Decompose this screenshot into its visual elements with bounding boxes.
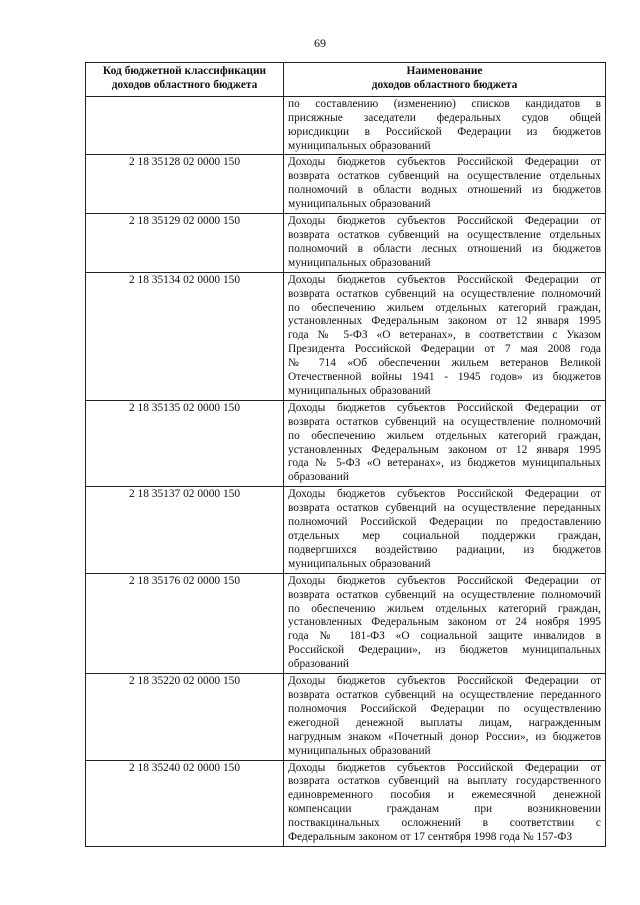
revenue-name-line: возврата остатков субвенций на осуществление переданного (288, 688, 601, 701)
revenue-name-line: возврата остатков субвенций на осуществление отдельных (288, 170, 601, 183)
table-row (86, 272, 606, 400)
revenue-name-line: Доходы бюджетов субъектов Российской Федерации от (288, 574, 601, 587)
header-code-column (86, 63, 284, 97)
budget-code-cell: 2 18 35220 02 0000 150 (86, 674, 284, 760)
table-row (86, 573, 606, 673)
revenue-name-line: подвергшихся воздействию радиации, из бюджетов (288, 543, 601, 556)
revenue-name-line: Российской Федерации», из бюджетов муниципальных (288, 644, 601, 657)
revenue-name-cell (284, 96, 606, 155)
header-code-line: Код бюджетной классификации (102, 65, 267, 77)
revenue-name-cell (284, 155, 606, 214)
revenue-name-line: возврата остатков субвенций на осуществление полномочий (288, 287, 601, 300)
budget-code-cell: 2 18 35240 02 0000 150 (86, 760, 284, 846)
revenue-name-line: установленных Федеральным законом от 12 января 1995 (288, 443, 601, 456)
revenue-name-line: возврата остатков субвенций на осуществление полномочий (288, 415, 601, 428)
revenue-name-line: Доходы бюджетов субъектов Российской Федерации от (288, 761, 601, 774)
revenue-name-line: возврата остатков субвенций на осуществление переданных (288, 502, 601, 515)
revenue-name-line: Федеральным законом от 17 сентября 1998 года № 157-ФЗ (288, 831, 573, 844)
revenue-name-line: по составлению (изменению) списков кандидатов в (288, 97, 601, 110)
revenue-name-line: нагрудным знаком «Почетный донор России», из бюджетов (288, 730, 601, 743)
header-name-line: Наименование (406, 65, 483, 77)
revenue-name-line: Доходы бюджетов субъектов Российской Федерации от (288, 675, 601, 688)
table-row (86, 214, 606, 273)
revenue-name-line: возврата остатков субвенций на осуществление отдельных (288, 228, 601, 241)
revenue-name-line: муниципальных образований (288, 139, 431, 152)
budget-classification-table (85, 62, 606, 847)
revenue-name-line: установленных Федеральным законом от 24 ноября 1995 (288, 616, 601, 629)
revenue-name-line: компенсации гражданам при возникновении (288, 803, 601, 816)
budget-code-cell: 2 18 35129 02 0000 150 (86, 214, 284, 273)
revenue-name-line: Доходы бюджетов субъектов Российской Федерации от (288, 156, 601, 169)
budget-code-cell: 2 18 35128 02 0000 150 (86, 155, 284, 214)
revenue-name-line: образований (288, 471, 349, 484)
revenue-name-line: полномочия Российской Федерации по осуществлению (288, 702, 601, 715)
revenue-name-line: присяжные заседатели федеральных судов общей (288, 111, 601, 124)
revenue-name-line: муниципальных образований (288, 557, 431, 570)
revenue-name-line: ежегодной денежной выплаты лицам, награжденным (288, 716, 601, 729)
budget-code-cell: 2 18 35134 02 0000 150 (86, 272, 284, 400)
revenue-name-line: года № 5-ФЗ «О ветеранах», из бюджетов муниципальных (288, 457, 601, 470)
revenue-name-line: Доходы бюджетов субъектов Российской Федерации от (288, 273, 601, 286)
table-body (86, 96, 606, 846)
revenue-name-line: Президента Российской Федерации от 7 мая 2008 года (288, 343, 601, 356)
budget-code-cell: 2 18 35176 02 0000 150 (86, 573, 284, 673)
table-row (86, 760, 606, 846)
revenue-name-line: единовременного пособия и ежемесячной денежной (288, 789, 601, 802)
revenue-name-line: Доходы бюджетов субъектов Российской Федерации от (288, 488, 601, 501)
revenue-name-line: Доходы бюджетов субъектов Российской Федерации от (288, 401, 601, 414)
budget-code-cell: 2 18 35135 02 0000 150 (86, 400, 284, 486)
revenue-name-line: поствакцинальных осложнений в соответствии с (288, 817, 601, 830)
table-header (86, 63, 606, 97)
revenue-name-line: по обеспечению жильем отдельных категорий граждан, (288, 429, 601, 442)
table-row (86, 155, 606, 214)
revenue-name-cell (284, 272, 606, 400)
header-code-line: доходов областного бюджета (111, 78, 258, 91)
revenue-name-line: полномочий в области лесных отношений из бюджетов (288, 242, 601, 255)
table-row (86, 674, 606, 760)
revenue-name-cell (284, 487, 606, 573)
header-name-line: доходов областного бюджета (371, 78, 518, 91)
revenue-name-line: возврата остатков субвенций на выплату государственного (288, 775, 601, 788)
header-name-column (284, 63, 606, 97)
revenue-name-line: муниципальных образований (288, 198, 431, 211)
revenue-name-line: № 714 «Об обеспечении жильем ветеранов Великой (288, 357, 601, 370)
revenue-name-line: года № 5-ФЗ «О ветеранах», в соответствии с Указом (288, 329, 601, 342)
revenue-name-line: образований (288, 658, 349, 671)
budget-code-cell: 2 18 35137 02 0000 150 (86, 487, 284, 573)
revenue-name-line: полномочий в области водных отношений из бюджетов (288, 184, 601, 197)
table-row (86, 487, 606, 573)
revenue-name-line: возврата остатков субвенций на осуществление полномочий (288, 588, 601, 601)
revenue-name-cell (284, 573, 606, 673)
revenue-name-line: Доходы бюджетов субъектов Российской Федерации от (288, 215, 601, 228)
revenue-name-line: муниципальных образований (288, 744, 431, 757)
revenue-name-line: года № 181-ФЗ «О социальной защите инвалидов в (288, 630, 601, 643)
revenue-name-cell (284, 214, 606, 273)
revenue-name-line: по обеспечению жильем отдельных категорий граждан, (288, 301, 601, 314)
revenue-name-line: муниципальных образований (288, 384, 431, 397)
revenue-name-line: полномочий Российской Федерации по предоставлению (288, 516, 601, 529)
table-header-row (86, 63, 606, 97)
revenue-name-line: муниципальных образований (288, 256, 431, 269)
page-number: 69 (314, 36, 326, 50)
revenue-name-cell (284, 760, 606, 846)
table-row (86, 400, 606, 486)
revenue-name-line: юрисдикции в Российской Федерации из бюджетов (288, 125, 601, 138)
revenue-name-line: отдельных мер социальной поддержки граждан, (288, 530, 601, 542)
revenue-name-line: установленных Федеральным законом от 12 января 1995 (288, 315, 601, 328)
revenue-name-cell (284, 400, 606, 486)
budget-code-cell (86, 96, 284, 155)
revenue-name-cell (284, 674, 606, 760)
table-row (86, 96, 606, 155)
revenue-name-line: по обеспечению жильем отдельных категорий граждан, (288, 602, 601, 615)
revenue-name-line: Отечественной войны 1941 - 1945 годов» из бюджетов (288, 371, 601, 384)
